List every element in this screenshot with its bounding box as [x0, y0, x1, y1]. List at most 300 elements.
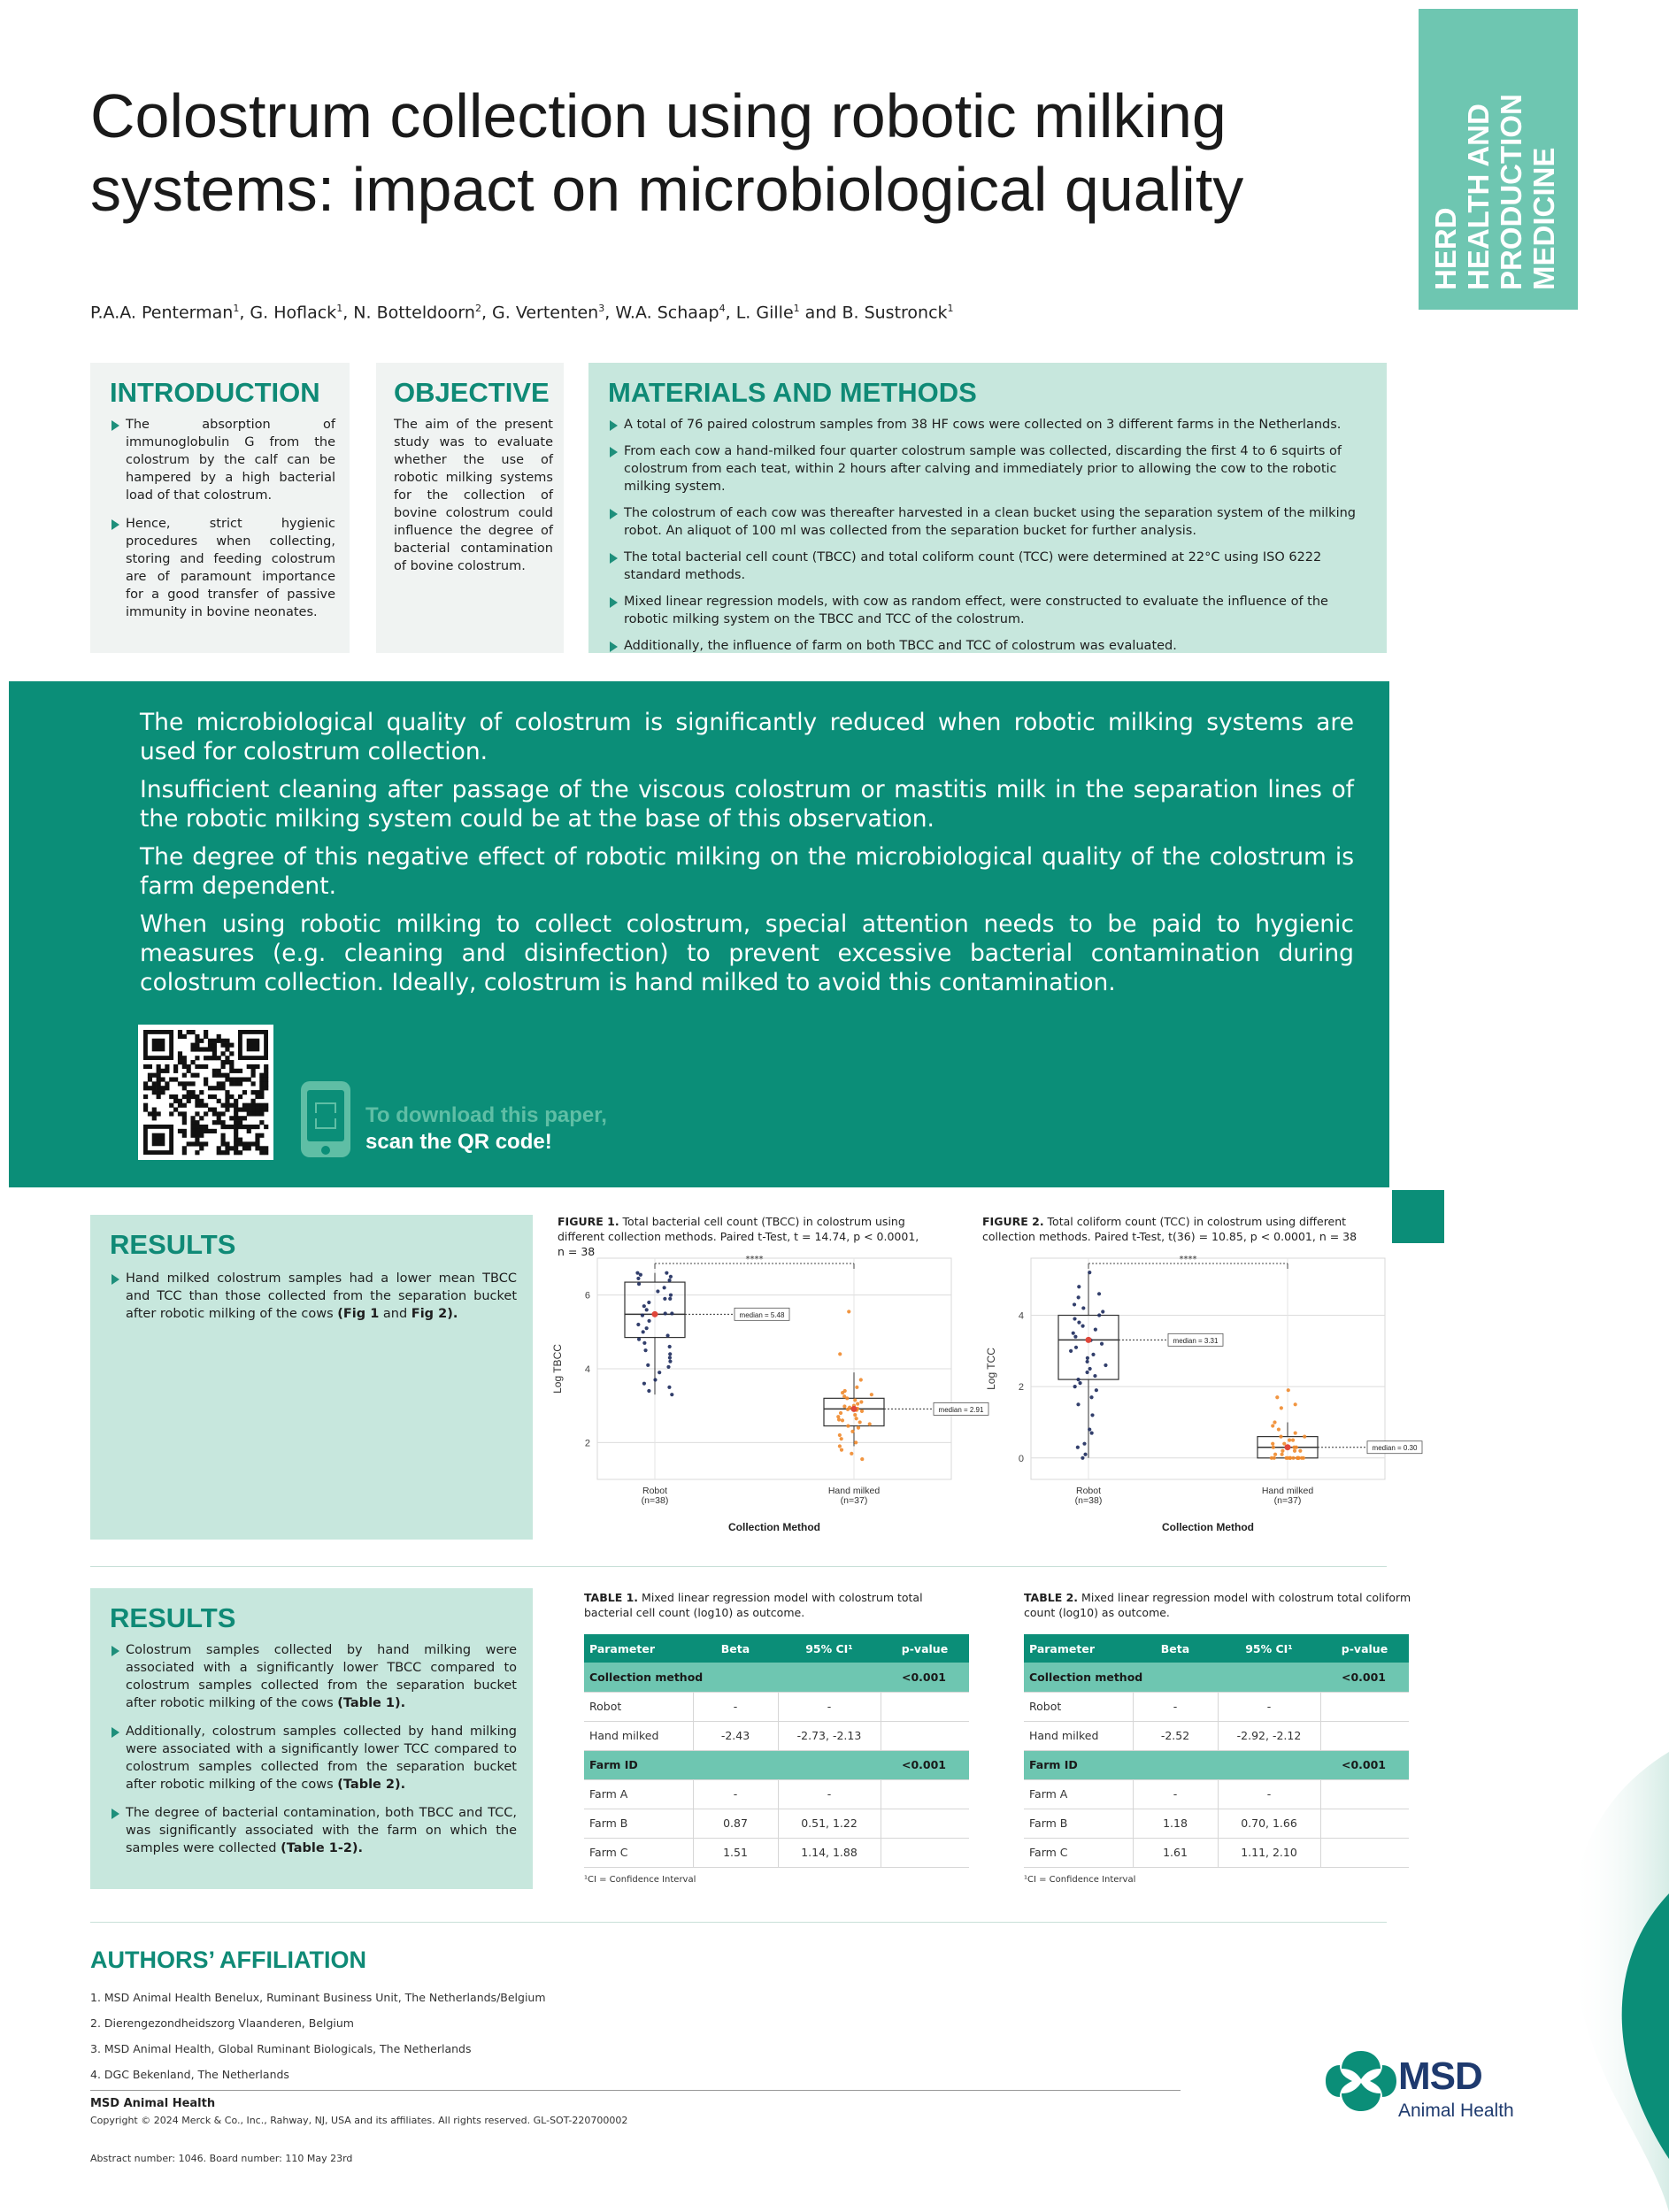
- data-point: [1081, 1306, 1085, 1310]
- x-tick-label: (n=38): [641, 1495, 669, 1506]
- x-tick-label: (n=37): [1273, 1495, 1302, 1506]
- table-header: p-value: [881, 1634, 969, 1663]
- data-point: [1085, 1371, 1088, 1374]
- phone-icon: [301, 1081, 350, 1157]
- results-text: Colostrum samples collected by hand milking were associated with a significantly lower TBCC compared to colostrum samples collected from the separation bucket after robotic milking of the cows: [126, 1643, 517, 1710]
- results-heading: RESULTS: [110, 1229, 236, 1260]
- affiliation-item: 4. DGC Bekenland, The Netherlands: [90, 2068, 289, 2081]
- decorative-square: [1392, 1190, 1444, 1243]
- table-cell: [1320, 1721, 1409, 1750]
- table-cell: 1.18: [1133, 1809, 1218, 1838]
- data-point: [1086, 1360, 1089, 1363]
- median-point: [1086, 1337, 1092, 1343]
- data-point: [868, 1422, 872, 1425]
- author-name: L. Gille: [735, 303, 794, 323]
- data-point: [665, 1333, 669, 1337]
- data-point: [647, 1301, 650, 1304]
- table-row: [1024, 1721, 1409, 1750]
- data-point: [667, 1386, 671, 1389]
- data-point: [1090, 1413, 1094, 1417]
- data-point: [670, 1393, 673, 1396]
- y-tick-label: 4: [584, 1364, 590, 1375]
- table-1-caption-text: Mixed linear regression model with colostrum total bacterial cell count (log10) as outcome.: [584, 1591, 923, 1619]
- table-cell: [1320, 1809, 1409, 1838]
- data-point: [1094, 1328, 1097, 1332]
- data-point: [1086, 1356, 1089, 1360]
- median-point: [1285, 1444, 1291, 1450]
- data-point: [1097, 1313, 1101, 1317]
- data-point: [668, 1356, 672, 1359]
- data-point: [838, 1433, 842, 1437]
- data-point: [838, 1444, 842, 1448]
- results-heading: RESULTS: [110, 1602, 236, 1633]
- results-bullet: [110, 1804, 517, 1857]
- table-cell: -: [693, 1779, 778, 1809]
- table-cell: 1.61: [1133, 1838, 1218, 1867]
- data-point: [636, 1277, 640, 1280]
- conclusion-paragraph: Insufficient cleaning after passage of the viscous colostrum or mastitis milk in the separation lines of the robotic milking system could be at the base of this observation.: [140, 776, 1354, 833]
- data-point: [1272, 1446, 1275, 1449]
- table-cell: 0.51, 1.22: [778, 1809, 881, 1838]
- data-point: [1286, 1456, 1289, 1460]
- data-point: [1074, 1346, 1078, 1349]
- table-cell: 1.51: [693, 1838, 778, 1867]
- msd-logo-icon: [1326, 2051, 1396, 2111]
- data-point: [635, 1271, 639, 1275]
- data-point: [846, 1408, 850, 1411]
- footer-abstract: Abstract number: 1046. Board number: 110 May 23rd: [90, 2153, 353, 2164]
- conclusion-paragraph: The degree of this negative effect of robotic milking on the microbiological quality of the colostrum is farm dependent.: [140, 843, 1354, 900]
- data-point: [1089, 1395, 1093, 1399]
- data-point: [1281, 1449, 1284, 1453]
- methods-bullet: From each cow a hand-milked four quarter colostrum sample was collected, discarding the first 4 to 6 squirts of colostrum from each teat, within 2 hours after calving and immediately prior to allowing the cow to the robotic milking system.: [608, 442, 1369, 495]
- table-1-footnote: ¹CI = Confidence Interval: [584, 1874, 696, 1885]
- table-cell: -2.73, -2.13: [778, 1721, 881, 1750]
- data-point: [850, 1430, 854, 1433]
- data-point: [839, 1411, 842, 1415]
- y-axis-label: Log TBCC: [551, 1344, 564, 1394]
- table-group-pvalue: <0.001: [881, 1663, 969, 1692]
- author-name: N. Botteldoorn: [353, 303, 475, 323]
- data-point: [1088, 1271, 1091, 1274]
- results-ref: (Table 2).: [337, 1778, 406, 1792]
- table-cell: -: [1133, 1779, 1218, 1809]
- table-header: p-value: [1320, 1634, 1409, 1663]
- table-header: Parameter: [584, 1634, 693, 1663]
- figure-2-caption: [982, 1214, 1363, 1244]
- figure-2-label: FIGURE 2.: [982, 1215, 1044, 1228]
- data-point: [850, 1452, 853, 1455]
- table-cell: [881, 1692, 969, 1721]
- category-tab: [1419, 9, 1578, 310]
- table-cell: [881, 1838, 969, 1867]
- results-ref: (Fig 1: [337, 1307, 380, 1321]
- data-point: [1073, 1385, 1077, 1388]
- table-cell: 0.87: [693, 1809, 778, 1838]
- methods-bullet: Additionally, the influence of farm on both TBCC and TCC of colostrum was evaluated.: [608, 637, 1369, 655]
- x-tick-label: (n=37): [840, 1495, 868, 1506]
- results-ref: Fig 2).: [411, 1307, 458, 1321]
- download-cta: [365, 1102, 607, 1156]
- data-point: [656, 1289, 659, 1293]
- data-point: [1081, 1325, 1084, 1328]
- table-header: Beta: [693, 1634, 778, 1663]
- conclusion-paragraph: The microbiological quality of colostrum is significantly reduced when robotic milking systems are used for colostrum collection.: [140, 709, 1354, 765]
- author-name: B. Sustronck: [842, 303, 948, 323]
- data-point: [1091, 1353, 1095, 1356]
- table-2-footnote: ¹CI = Confidence Interval: [1024, 1874, 1136, 1885]
- table-row: [584, 1838, 969, 1867]
- qr-code-icon: [138, 1025, 273, 1160]
- data-point: [667, 1279, 671, 1282]
- methods-bullet: The colostrum of each cow was thereafter harvested in a clean bucket using the separation system of the milking robot. An aliquot of 100 ml was collected from the separation bucket for further analysis.: [608, 504, 1369, 540]
- msd-logo: [1326, 2051, 1514, 2121]
- data-point: [1294, 1431, 1297, 1434]
- results-text: Additionally, colostrum samples collected by hand milking were associated with a significantly lower TCC compared to colostrum samples collected from the separation bucket after robotic milking of the cows: [126, 1724, 517, 1792]
- table-cell: -: [1218, 1692, 1320, 1721]
- table-2-caption-text: Mixed linear regression model with colostrum total coliform count (log10) as outcome.: [1024, 1591, 1411, 1619]
- table-cell: Farm B: [584, 1809, 693, 1838]
- table-1-caption: [584, 1590, 956, 1620]
- msd-logo-brand: MSD: [1398, 2055, 1482, 2098]
- table-2-label: TABLE 2.: [1024, 1591, 1079, 1604]
- data-point: [642, 1382, 646, 1386]
- data-point: [636, 1323, 640, 1326]
- data-point: [647, 1389, 650, 1393]
- author-affiliation-mark: 1: [793, 303, 800, 314]
- methods-bullet: Mixed linear regression models, with cow as random effect, were constructed to evaluate the influence of the robotic milking system on the TBCC and TCC of the colostrum.: [608, 593, 1369, 628]
- table-2: [1024, 1634, 1409, 1885]
- objective-heading: OBJECTIVE: [394, 377, 550, 408]
- median-label: median = 2.91: [938, 1405, 984, 1414]
- data-point: [1273, 1456, 1276, 1460]
- data-point: [1273, 1420, 1276, 1424]
- author-name: P.A.A. Penterman: [90, 303, 234, 323]
- footer-copyright: Copyright © 2024 Merck & Co., Inc., Rahway, NJ, USA and its affiliates. All rights reserved. GL-SOT-220700002: [90, 2115, 628, 2126]
- data-point: [669, 1294, 673, 1297]
- data-point: [666, 1365, 670, 1369]
- data-point: [647, 1319, 650, 1323]
- methods-box: [588, 363, 1387, 653]
- affiliation-heading: AUTHORS’ AFFILIATION: [90, 1947, 366, 1973]
- table-group-label: Farm ID: [1024, 1750, 1320, 1779]
- category-line-3: PRODUCTION: [1495, 94, 1527, 290]
- data-point: [837, 1417, 841, 1421]
- data-point: [653, 1378, 657, 1381]
- table-header: Parameter: [1024, 1634, 1133, 1663]
- data-point: [658, 1371, 661, 1374]
- data-point: [669, 1275, 673, 1279]
- data-point: [1097, 1292, 1101, 1295]
- table-group-row: [1024, 1750, 1409, 1779]
- data-point: [668, 1352, 672, 1356]
- author-affiliation-mark: 3: [598, 303, 605, 314]
- data-point: [1293, 1449, 1296, 1453]
- data-point: [846, 1424, 850, 1427]
- data-point: [1076, 1402, 1080, 1406]
- table-1: [584, 1634, 969, 1885]
- table-cell: -: [1133, 1692, 1218, 1721]
- table-cell: Robot: [1024, 1692, 1133, 1721]
- data-point: [1279, 1435, 1282, 1439]
- table-group-label: Collection method: [584, 1663, 881, 1692]
- data-point: [1078, 1381, 1081, 1385]
- data-point: [842, 1394, 846, 1398]
- median-label: median = 5.48: [739, 1310, 785, 1319]
- table-row: [1024, 1838, 1409, 1867]
- data-point: [1287, 1388, 1290, 1392]
- data-point: [1073, 1302, 1076, 1306]
- table-header: Beta: [1133, 1634, 1218, 1663]
- results-conj: and: [379, 1307, 411, 1321]
- data-point: [1298, 1449, 1302, 1453]
- introduction-heading: INTRODUCTION: [110, 377, 320, 408]
- author-name: W.A. Schaap: [615, 303, 719, 323]
- data-point: [1273, 1453, 1277, 1456]
- data-point: [642, 1330, 645, 1333]
- table-row: [584, 1809, 969, 1838]
- affiliation-list: [90, 1985, 546, 2087]
- table-cell: Farm B: [1024, 1809, 1133, 1838]
- introduction-bullet: Hence, strict hygienic procedures when collecting, storing and feeding colostrum are of paramount importance for a good transfer of passive immunity in bovine neonates.: [110, 515, 335, 621]
- x-tick-label: Robot: [642, 1486, 668, 1496]
- data-point: [1271, 1424, 1274, 1427]
- data-point: [853, 1413, 857, 1417]
- data-point: [840, 1437, 843, 1440]
- data-point: [641, 1313, 644, 1317]
- data-point: [1303, 1435, 1306, 1439]
- table-group-row: [1024, 1663, 1409, 1692]
- data-point: [1095, 1388, 1098, 1392]
- results-bullet: [110, 1723, 517, 1793]
- median-label: median = 0.30: [1372, 1444, 1418, 1453]
- data-point: [1101, 1310, 1104, 1313]
- data-point: [1073, 1335, 1077, 1339]
- data-point: [841, 1391, 844, 1394]
- table-row: [584, 1721, 969, 1750]
- decorative-swoosh-icon: [1504, 1717, 1669, 2212]
- significance-label: ****: [1179, 1255, 1197, 1264]
- data-point: [858, 1420, 862, 1424]
- data-point: [1093, 1374, 1096, 1378]
- data-point: [855, 1417, 858, 1420]
- data-point: [1077, 1285, 1081, 1288]
- table-1-label: TABLE 1.: [584, 1591, 639, 1604]
- category-line-4: MEDICINE: [1527, 147, 1560, 290]
- data-point: [1295, 1446, 1298, 1449]
- y-tick-label: 6: [584, 1290, 590, 1302]
- category-line-1: HERD: [1429, 207, 1462, 290]
- data-point: [1076, 1378, 1080, 1381]
- y-tick-label: 2: [584, 1438, 590, 1449]
- results-bullet: [110, 1270, 517, 1323]
- table-group-row: [584, 1750, 969, 1779]
- table-group-label: Farm ID: [584, 1750, 881, 1779]
- table-cell: Hand milked: [1024, 1721, 1133, 1750]
- x-tick-label: Hand milked: [827, 1486, 881, 1496]
- poster-title: [90, 80, 1329, 227]
- section-divider: [90, 1922, 1387, 1923]
- table-cell: Robot: [584, 1692, 693, 1721]
- download-line-1: To download this paper,: [365, 1103, 607, 1127]
- data-point: [1296, 1456, 1300, 1460]
- data-point: [840, 1448, 843, 1452]
- table-cell: Hand milked: [584, 1721, 693, 1750]
- table-group-pvalue: <0.001: [881, 1750, 969, 1779]
- objective-text: The aim of the present study was to evaluate whether the use of robotic milking systems for the collection of bovine colostrum could influence the degree of bacterial contamination of bovine colostrum.: [394, 418, 553, 573]
- tbcc-boxplot: [549, 1248, 984, 1544]
- author-list: P.A.A. Penterman$^1$, G. Hoflack$^1$, N. Botteldoorn$^2$, G. Vertenten$^3$, W.A. Schaap$^4$, L. Gille$^1$ and B. Sustronck$^1$: [90, 303, 954, 323]
- table-cell: [1320, 1692, 1409, 1721]
- figure-2-caption-text: Total coliform count (TCC) in colostrum using different collection methods. Paired t-Test, t(36) = 10.85, p < 0.0001, n = 38: [982, 1215, 1358, 1243]
- data-point: [1104, 1363, 1107, 1367]
- data-point: [859, 1400, 863, 1403]
- footer-divider: [90, 2090, 1181, 2091]
- data-point: [841, 1418, 844, 1422]
- table-cell: -2.52: [1133, 1721, 1218, 1750]
- affiliation-item: 3. MSD Animal Health, Global Ruminant Biologicals, The Netherlands: [90, 2042, 472, 2055]
- results-bullet: [110, 1641, 517, 1712]
- data-point: [668, 1345, 672, 1348]
- table-cell: [881, 1809, 969, 1838]
- author-affiliation-mark: 1: [233, 303, 240, 314]
- data-point: [1288, 1439, 1291, 1442]
- table-cell: -2.43: [693, 1721, 778, 1750]
- data-point: [1271, 1442, 1274, 1446]
- data-point: [1291, 1439, 1295, 1442]
- introduction-bullet: The absorption of immunoglobulin G from the colostrum by the calf can be hampered by a high bacterial load of that colostrum.: [110, 416, 335, 504]
- data-point: [642, 1304, 646, 1308]
- data-point: [1069, 1349, 1073, 1353]
- figure-1-caption-text: Total bacterial cell count (TBCC) in colostrum using different collection methods. Paired t-Test, t = 14.74, p < 0.0001, n = 38: [558, 1215, 919, 1258]
- plot-area: [1031, 1258, 1385, 1479]
- table-cell: 0.70, 1.66: [1218, 1809, 1320, 1838]
- results-ref: (Table 1).: [337, 1696, 406, 1710]
- table-row: [1024, 1692, 1409, 1721]
- introduction-box: [90, 363, 350, 653]
- footer-company: MSD Animal Health: [90, 2097, 216, 2110]
- download-line-2: scan the QR code!: [365, 1130, 552, 1154]
- data-point: [1088, 1427, 1091, 1431]
- median-point: [652, 1311, 658, 1317]
- table-cell: -: [1218, 1779, 1320, 1809]
- msd-logo-sub: Animal Health: [1398, 2101, 1514, 2121]
- y-tick-label: 0: [1018, 1453, 1024, 1464]
- table-header: 95% CI¹: [1218, 1634, 1320, 1663]
- methods-bullet: The total bacterial cell count (TBCC) and total coliform count (TCC) were determined at 22°C using ISO 6222 standard methods.: [608, 549, 1369, 584]
- author-affiliation-mark: 1: [947, 303, 954, 314]
- table-cell: -: [778, 1779, 881, 1809]
- conclusion-banner: [9, 681, 1389, 1187]
- data-point: [1072, 1332, 1075, 1335]
- data-point: [663, 1286, 666, 1289]
- data-point: [1081, 1456, 1084, 1460]
- table-cell: Farm C: [584, 1838, 693, 1867]
- results-text: Hand milked colostrum samples had a lower mean TBCC and TCC than those collected from the separation bucket after robotic milking of the cows: [126, 1271, 517, 1321]
- title-line-2: systems: impact on microbiological quality: [90, 155, 1244, 224]
- table-cell: -: [693, 1692, 778, 1721]
- affiliation-item: 1. MSD Animal Health Benelux, Ruminant Business Unit, The Netherlands/Belgium: [90, 1991, 546, 2004]
- table-row: [1024, 1779, 1409, 1809]
- x-tick-label: Robot: [1075, 1486, 1102, 1496]
- table-header: 95% CI¹: [778, 1634, 881, 1663]
- title-line-1: Colostrum collection using robotic milking: [90, 81, 1227, 150]
- x-tick-label: Hand milked: [1261, 1486, 1314, 1496]
- objective-box: [376, 363, 564, 653]
- median-point: [851, 1406, 858, 1412]
- median-label: median = 3.31: [1173, 1336, 1219, 1345]
- results-box-2: [90, 1588, 533, 1889]
- methods-heading: MATERIALS AND METHODS: [608, 377, 977, 408]
- conclusion-paragraph: When using robotic milking to collect colostrum, special attention needs to be paid to hygienic measures (e.g. cleaning and disinfection) to prevent excessive bacterial contamination during colostrum collection. Ideally, colostrum is hand milked to avoid this contamination.: [140, 910, 1354, 996]
- data-point: [857, 1426, 860, 1430]
- data-point: [860, 1409, 864, 1413]
- data-point: [668, 1297, 672, 1301]
- significance-label: ****: [745, 1255, 764, 1264]
- data-point: [663, 1297, 666, 1301]
- data-point: [1077, 1295, 1081, 1299]
- author-name: G. Hoflack: [250, 303, 337, 323]
- table-cell: Farm C: [1024, 1838, 1133, 1867]
- y-tick-label: 4: [1018, 1310, 1024, 1322]
- x-axis-label: Collection Method: [728, 1521, 820, 1533]
- data-point: [645, 1326, 649, 1330]
- tcc-boxplot: [982, 1248, 1418, 1544]
- table-cell: [1320, 1779, 1409, 1809]
- figure-1-label: FIGURE 1.: [558, 1215, 619, 1228]
- author-affiliation-mark: 1: [336, 303, 343, 314]
- author-affiliation-mark: 4: [719, 303, 726, 314]
- table-row: [584, 1779, 969, 1809]
- data-point: [859, 1378, 863, 1381]
- data-point: [1082, 1442, 1086, 1446]
- results-text: The degree of bacterial contamination, both TBCC and TCC, was significantly associated with the farm on which the samples were collected: [126, 1806, 517, 1855]
- data-point: [1291, 1456, 1295, 1460]
- table-2-caption: [1024, 1590, 1413, 1620]
- data-point: [1100, 1342, 1104, 1346]
- table-group-pvalue: <0.001: [1320, 1750, 1409, 1779]
- data-point: [637, 1282, 641, 1286]
- table-cell: [1320, 1838, 1409, 1867]
- data-point: [670, 1311, 673, 1315]
- data-point: [1073, 1317, 1076, 1320]
- table-cell: Farm A: [1024, 1779, 1133, 1809]
- affiliation-item: 2. Dierengezondheidszorg Vlaanderen, Belgium: [90, 2016, 354, 2030]
- data-point: [1280, 1406, 1283, 1409]
- table-cell: -2.92, -2.12: [1218, 1721, 1320, 1750]
- data-point: [1088, 1367, 1092, 1371]
- qr-code[interactable]: [138, 1025, 273, 1160]
- data-point: [855, 1386, 858, 1389]
- data-point: [643, 1348, 647, 1352]
- author-name: G. Vertenten: [492, 303, 599, 323]
- data-point: [1277, 1427, 1281, 1431]
- data-point: [1294, 1402, 1297, 1406]
- data-point: [1275, 1395, 1279, 1399]
- section-divider: [90, 1566, 1387, 1567]
- results-box-1: [90, 1215, 533, 1540]
- table-cell: [881, 1721, 969, 1750]
- data-point: [1083, 1453, 1087, 1456]
- data-point: [646, 1363, 650, 1367]
- data-point: [642, 1341, 646, 1345]
- x-axis-label: Collection Method: [1162, 1521, 1254, 1533]
- data-point: [842, 1404, 846, 1408]
- data-point: [664, 1311, 667, 1315]
- data-point: [1076, 1446, 1080, 1449]
- data-point: [860, 1457, 864, 1461]
- table-cell: 1.11, 2.10: [1218, 1838, 1320, 1867]
